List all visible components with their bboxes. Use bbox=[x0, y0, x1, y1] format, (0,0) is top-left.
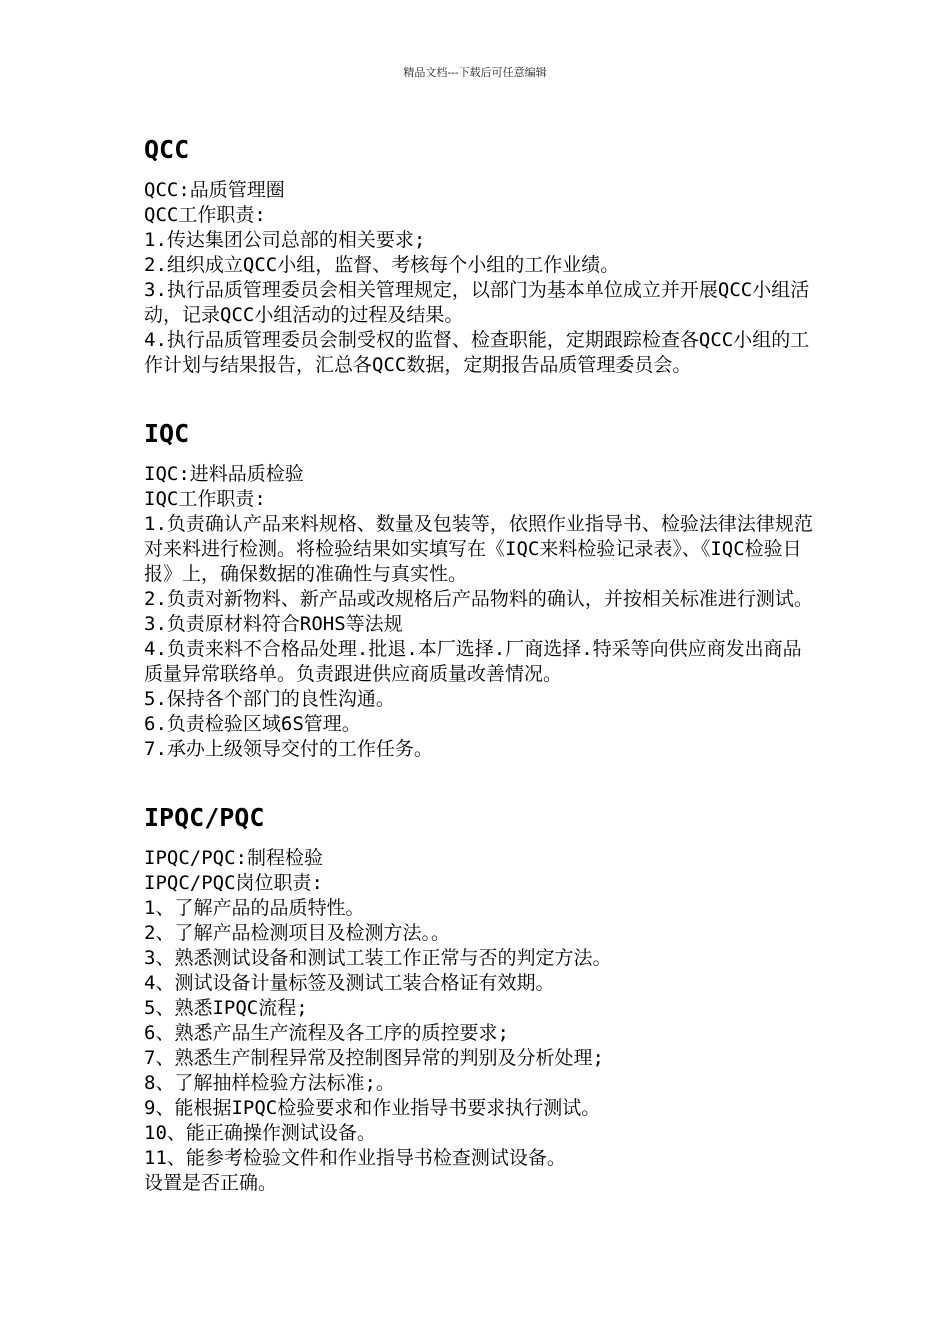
paragraph-line: 7、熟悉生产制程异常及控制图异常的判别及分析处理; bbox=[144, 1047, 604, 1069]
paragraph-line: IQC:进料品质检验 bbox=[144, 463, 304, 485]
section-ipqc bbox=[144, 798, 814, 1196]
paragraph-line: 10、能正确操作测试设备。 bbox=[144, 1122, 376, 1144]
section-qcc bbox=[144, 130, 814, 378]
paragraph-line: 8、了解抽样检验方法标准;。 bbox=[144, 1072, 395, 1094]
paragraph-line: 2.组织成立QCC小组，监督、考核每个小组的工作业绩。 bbox=[144, 254, 620, 276]
paragraph-line: 5、熟悉IPQC流程; bbox=[144, 997, 308, 1019]
paragraph-line: 2.负责对新物料、新产品或改规格后产品物料的确认，并按相关标准进行测试。 bbox=[144, 588, 813, 610]
section-iqc bbox=[144, 414, 814, 762]
paragraph-line: IQC工作职责: bbox=[144, 488, 266, 510]
document-body bbox=[144, 130, 814, 1232]
paragraph-line: 5.保持各个部门的良性沟通。 bbox=[144, 688, 395, 710]
paragraph-line: IPQC/PQC岗位职责: bbox=[144, 872, 323, 894]
paragraph-line: 4、测试设备计量标签及测试工装合格证有效期。 bbox=[144, 972, 555, 994]
paragraph-line: IPQC/PQC:制程检验 bbox=[144, 847, 323, 869]
paragraph-line: 6、熟悉产品生产流程及各工序的质控要求; bbox=[144, 1022, 509, 1044]
paragraph-line: 1.负责确认产品来料规格、数量及包装等，依照作业指导书、检验法律法律规范对来料进行检测。将检验结果如实填写在《IQC来料检验记录表》、《IQC检验日报》上，确保数据的准确性与真实性。 bbox=[144, 513, 813, 585]
section-title: IQC bbox=[144, 419, 190, 448]
paragraph-line: 7.承办上级领导交付的工作任务。 bbox=[144, 738, 433, 760]
paragraph-line: 1.传达集团公司总部的相关要求; bbox=[144, 229, 426, 251]
paragraph-line: 1、了解产品的品质特性。 bbox=[144, 897, 365, 919]
page-header: 精品文档---下载后可任意编辑 bbox=[403, 66, 547, 79]
paragraph-line: 2、了解产品检测项目及检测方法。。 bbox=[144, 922, 450, 944]
paragraph-line: QCC工作职责: bbox=[144, 204, 266, 226]
paragraph-line: 11、能参考检验文件和作业指导书检查测试设备。 bbox=[144, 1147, 566, 1169]
section-title: QCC bbox=[144, 135, 190, 164]
section-title: IPQC/PQC bbox=[144, 803, 265, 832]
paragraph-line: 4.负责来料不合格品处理.批退.本厂选择.厂商选择.特采等向供应商发出商品质量异常联络单。负责跟进供应商质量改善情况。 bbox=[144, 638, 802, 685]
paragraph-line: 设置是否正确。 bbox=[144, 1172, 278, 1194]
paragraph-line: 3.执行品质管理委员会相关管理规定，以部门为基本单位成立并开展QCC小组活动，记录QCC小组活动的过程及结果。 bbox=[144, 279, 810, 326]
paragraph-line: 4.执行品质管理委员会制受权的监督、检查职能，定期跟踪检查各QCC小组的工作计划与结果报告，汇总各QCC数据，定期报告品质管理委员会。 bbox=[144, 329, 810, 376]
paragraph-line: 3、熟悉测试设备和测试工装工作正常与否的判定方法。 bbox=[144, 947, 612, 969]
paragraph-line: 3.负责原材料符合ROHS等法规 bbox=[144, 613, 403, 635]
paragraph-line: 9、能根据IPQC检验要求和作业指导书要求执行测试。 bbox=[144, 1097, 601, 1119]
paragraph-line: 6.负责检验区域6S管理。 bbox=[144, 713, 361, 735]
paragraph-line: QCC:品质管理圈 bbox=[144, 179, 285, 201]
